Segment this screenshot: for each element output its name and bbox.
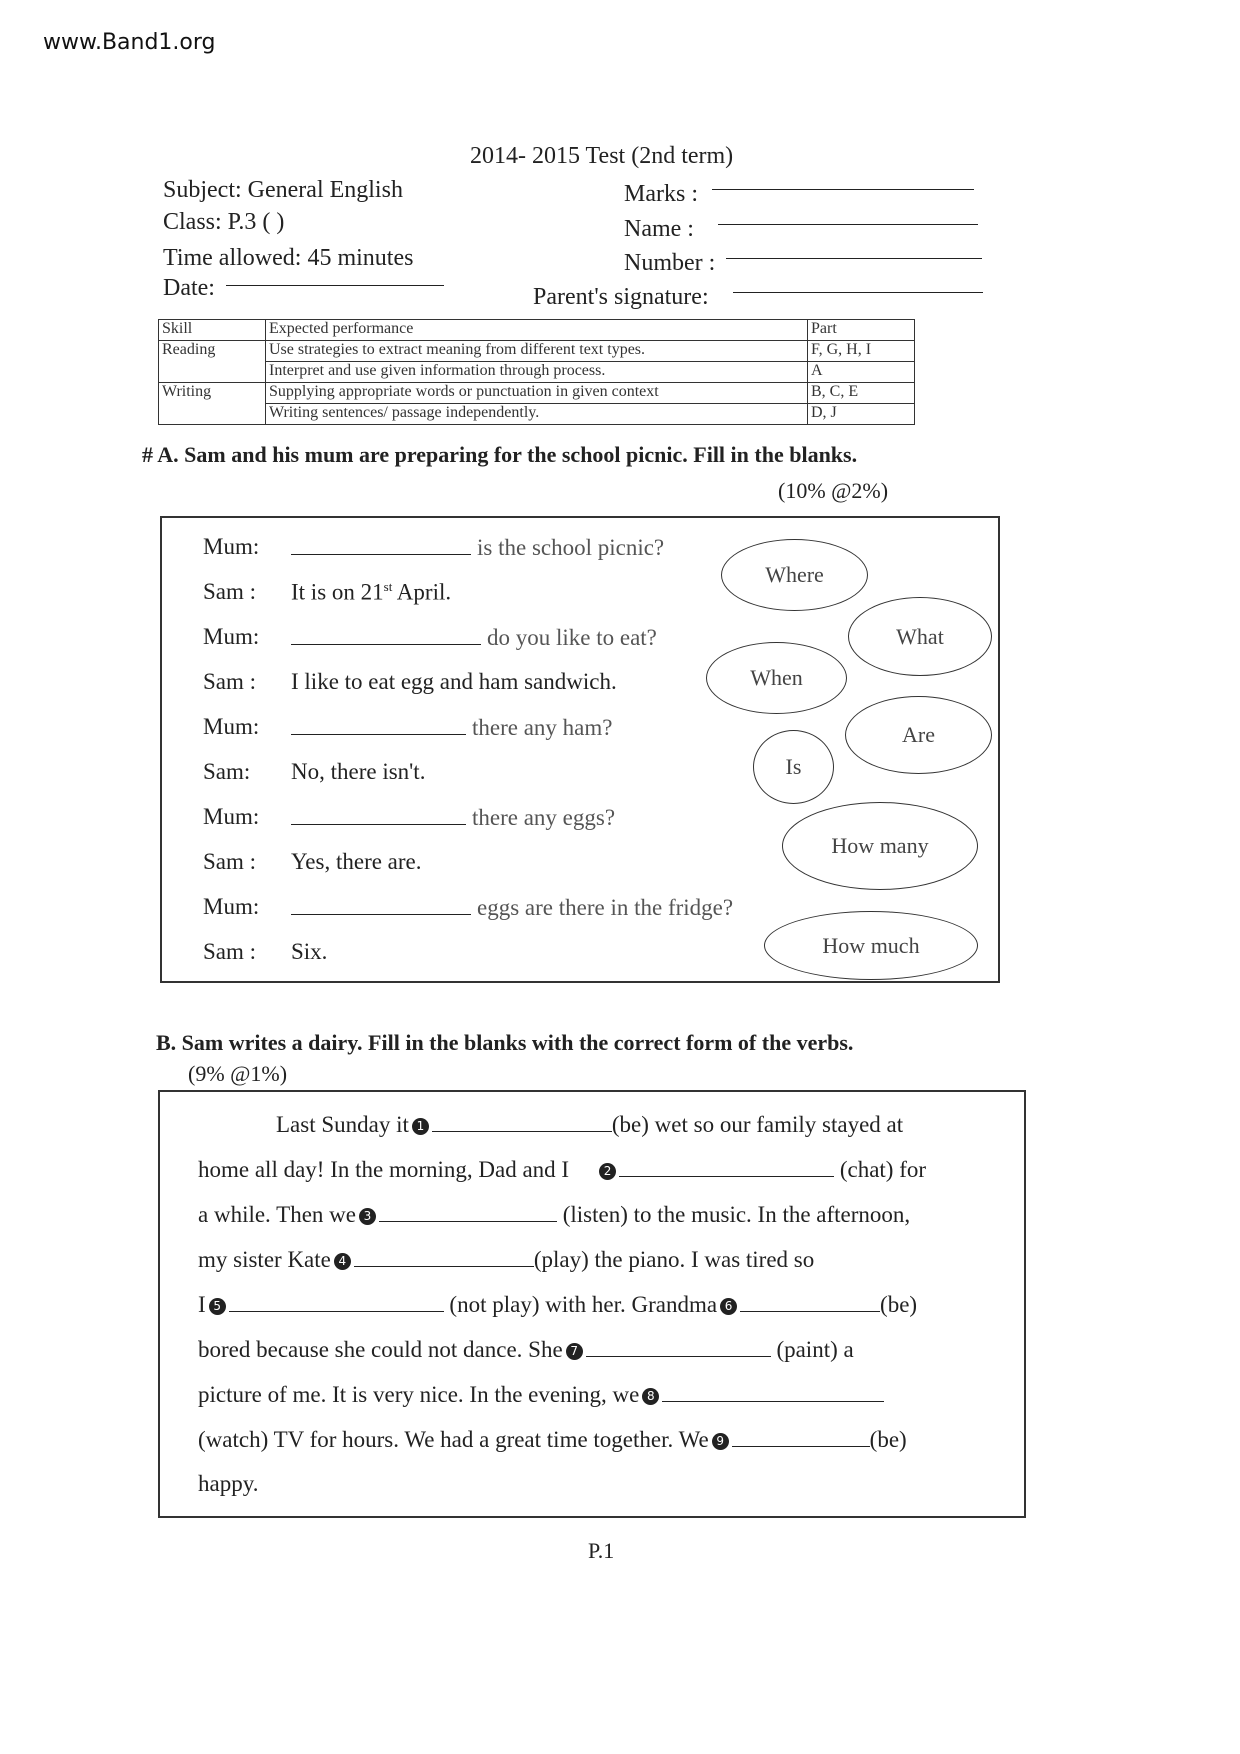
blank-2[interactable] xyxy=(619,1156,834,1177)
perf-cell: Interpret and use given information through process. xyxy=(266,362,808,383)
number-4-icon: 4 xyxy=(334,1253,351,1270)
dialogue-line: Six. xyxy=(291,939,328,964)
blank-1[interactable] xyxy=(432,1111,612,1132)
speaker-label: Mum: xyxy=(203,714,260,739)
word-bank-what: What xyxy=(848,597,992,676)
number-8-icon: 8 xyxy=(642,1388,659,1405)
number-1-icon: 1 xyxy=(412,1118,429,1135)
diary-text: a while. Then we xyxy=(198,1202,356,1227)
speaker-label: Sam: xyxy=(203,759,251,784)
part-cell: A xyxy=(808,362,915,383)
dialogue-text: there any eggs? xyxy=(472,805,616,830)
answer-blank[interactable] xyxy=(291,534,471,555)
th-skill: Skill xyxy=(159,320,266,341)
answer-blank[interactable] xyxy=(291,894,471,915)
number-9-icon: 9 xyxy=(712,1433,729,1450)
speaker-label: Mum: xyxy=(203,624,260,649)
speaker-label: Mum: xyxy=(203,894,260,919)
dialogue-text: eggs are there in the fridge? xyxy=(477,895,734,920)
dialogue-line: No, there isn't. xyxy=(291,759,426,784)
speaker-label: Mum: xyxy=(203,534,260,559)
name-line[interactable] xyxy=(718,224,978,225)
diary-text: (not play) with her. Grandma xyxy=(449,1292,718,1317)
diary-text: home all day! In the morning, Dad and I xyxy=(198,1157,570,1182)
number-3-icon: 3 xyxy=(359,1208,376,1225)
dialogue-line: It is on 21st April. xyxy=(291,579,452,605)
parent-signature-line[interactable] xyxy=(733,292,983,293)
dialogue-line xyxy=(291,624,657,651)
section-b-heading: B. Sam writes a dairy. Fill in the blanks with the correct form of the verbs. xyxy=(156,1030,854,1055)
word-bank-where: Where xyxy=(721,539,868,611)
date-label: Date: xyxy=(163,275,215,301)
test-title: 2014- 2015 Test (2nd term) xyxy=(470,143,734,169)
speaker-label: Sam : xyxy=(203,849,257,874)
diary-text: (paint) a xyxy=(776,1337,854,1362)
section-a-heading: # A. Sam and his mum are preparing for the school picnic. Fill in the blanks. xyxy=(142,442,858,467)
dialogue-line: I like to eat egg and ham sandwich. xyxy=(291,669,617,694)
blank-8[interactable] xyxy=(662,1381,884,1402)
diary-text: (be) xyxy=(880,1292,918,1317)
word-bank-are: Are xyxy=(845,696,992,774)
part-cell: B, C, E xyxy=(808,383,915,404)
skills-table xyxy=(158,319,915,425)
blank-9[interactable] xyxy=(732,1426,870,1447)
diary-text: (be) xyxy=(869,1427,907,1452)
marks-label: Marks : xyxy=(624,181,698,207)
blank-6[interactable] xyxy=(740,1291,880,1312)
word-bank-when: When xyxy=(706,642,847,714)
word-bank-how-many: How many xyxy=(782,802,978,890)
number-6-icon: 6 xyxy=(720,1298,737,1315)
answer-blank[interactable] xyxy=(291,714,466,735)
word-bank-is: Is xyxy=(753,730,834,804)
diary-text: Last Sunday it xyxy=(276,1112,409,1137)
dialogue-line xyxy=(291,894,733,921)
date-line[interactable] xyxy=(226,285,444,286)
skill-cell: Reading xyxy=(159,341,266,383)
number-label: Number : xyxy=(624,250,716,276)
marks-line[interactable] xyxy=(712,189,974,190)
dialogue-line xyxy=(291,534,664,561)
section-a-marks: (10% @2%) xyxy=(778,478,889,503)
time-allowed: Time allowed: 45 minutes xyxy=(163,245,414,271)
answer-blank[interactable] xyxy=(291,624,481,645)
part-cell: F, G, H, I xyxy=(808,341,915,362)
page-number: P.1 xyxy=(588,1538,615,1563)
diary-text: picture of me. It is very nice. In the evening, we xyxy=(198,1382,640,1407)
perf-cell: Supplying appropriate words or punctuation in given context xyxy=(266,383,808,404)
dialogue-line xyxy=(291,804,615,831)
diary-text: (watch) TV for hours. We had a great time together. We xyxy=(198,1427,709,1452)
perf-cell: Writing sentences/ passage independently. xyxy=(266,404,808,425)
diary-text: bored because she could not dance. She xyxy=(198,1337,563,1362)
subject: Subject: General English xyxy=(163,177,403,203)
diary-text: happy. xyxy=(198,1471,259,1496)
number-5-icon: 5 xyxy=(209,1298,226,1315)
skill-cell: Writing xyxy=(159,383,266,425)
dialogue-line xyxy=(291,714,612,741)
dialogue-text: do you like to eat? xyxy=(487,625,657,650)
speaker-label: Sam : xyxy=(203,939,257,964)
diary-text: (chat) for xyxy=(839,1157,927,1182)
speaker-label: Sam : xyxy=(203,579,257,604)
number-2-icon: 2 xyxy=(599,1163,616,1180)
dialogue-line: Yes, there are. xyxy=(291,849,422,874)
part-cell: D, J xyxy=(808,404,915,425)
blank-7[interactable] xyxy=(586,1336,771,1357)
word-bank-how-much: How much xyxy=(764,911,978,980)
site-watermark: www.Band1.org xyxy=(43,30,216,55)
diary-text: (be) wet so our family stayed at xyxy=(611,1112,904,1137)
blank-4[interactable] xyxy=(354,1246,534,1267)
name-label: Name : xyxy=(624,216,694,242)
number-7-icon: 7 xyxy=(566,1343,583,1360)
number-line[interactable] xyxy=(726,258,982,259)
section-b-marks: (9% @1%) xyxy=(188,1061,288,1086)
dialogue-text: is the school picnic? xyxy=(477,535,665,560)
blank-3[interactable] xyxy=(379,1201,557,1222)
th-part: Part xyxy=(808,320,915,341)
parent-signature-label: Parent's signature: xyxy=(533,284,709,310)
perf-cell: Use strategies to extract meaning from different text types. xyxy=(266,341,808,362)
speaker-label: Mum: xyxy=(203,804,260,829)
diary-text: I xyxy=(198,1292,206,1317)
dialogue-text: there any ham? xyxy=(472,715,613,740)
th-performance: Expected performance xyxy=(266,320,808,341)
speaker-label: Sam : xyxy=(203,669,257,694)
diary-text: my sister Kate xyxy=(198,1247,331,1272)
class: Class: P.3 ( ) xyxy=(163,209,285,235)
blank-5[interactable] xyxy=(229,1291,444,1312)
diary-text: (play) the piano. I was tired so xyxy=(533,1247,815,1272)
diary-text: (listen) to the music. In the afternoon, xyxy=(562,1202,911,1227)
answer-blank[interactable] xyxy=(291,804,466,825)
